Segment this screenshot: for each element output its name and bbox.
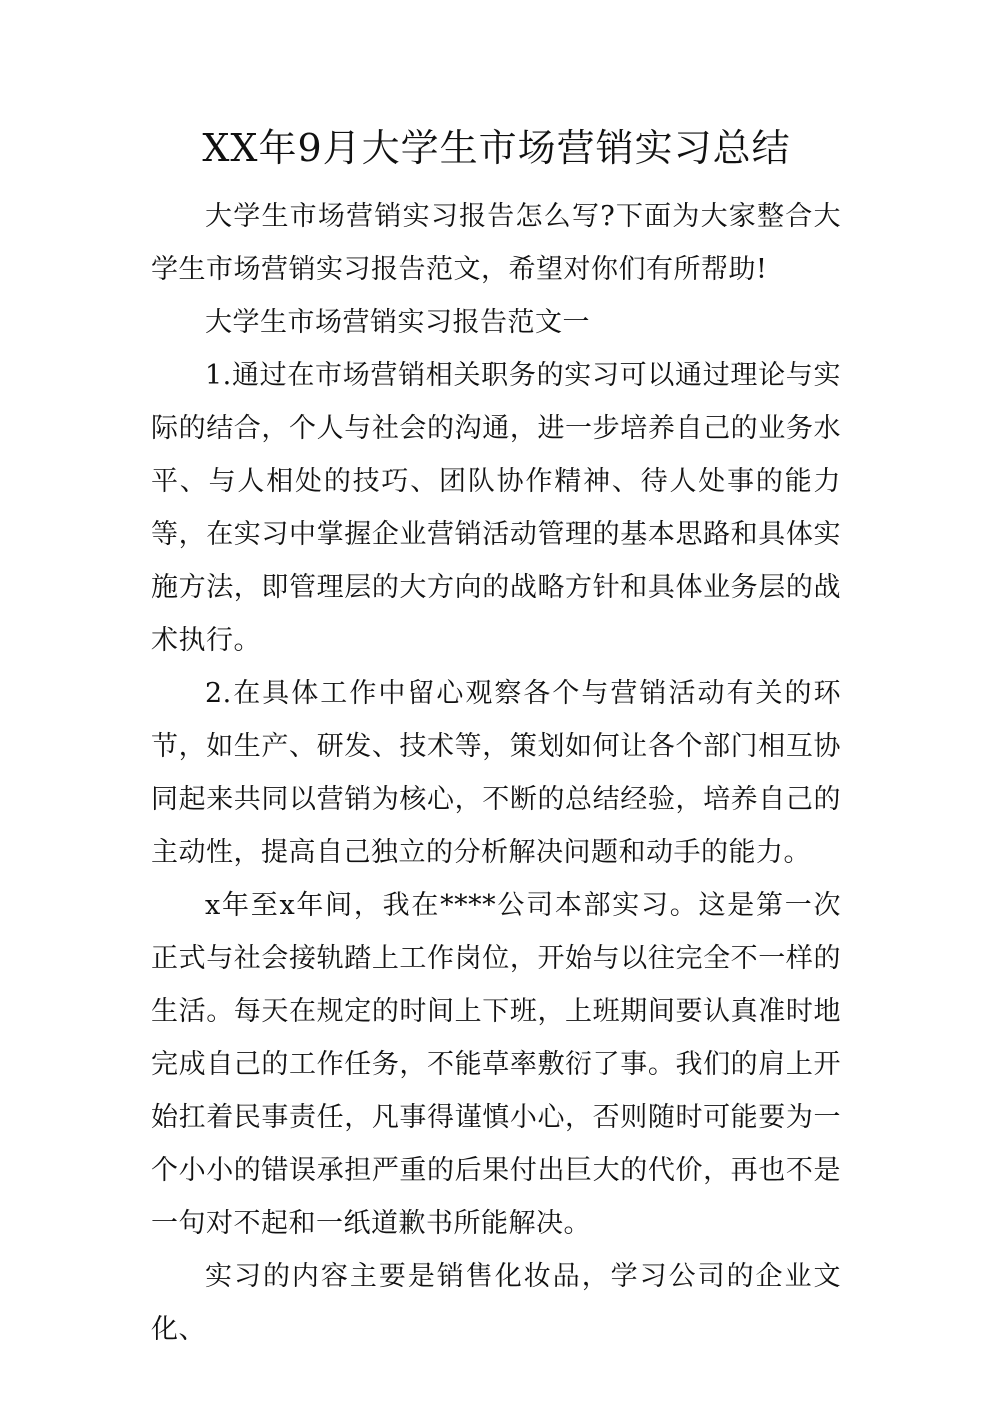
paragraph-internship: x年至x年间，我在****公司本部实习。这是第一次正式与社会接轨踏上工作岗位，开始与以往完全不一样的生活。每天在规定的时间上下班，上班期间要认真准时地完成自己的工作任务，不能草率敷衍了事。我们的肩上开始扛着民事责任，凡事得谨慎小心，否则随时可能要为一个小小的错误承担严重的后果付出巨大的代价，再也不是一句对不起和一纸道歉书所能解决。 xyxy=(151,890,841,1239)
page-title: XX年9月大学生市场营销实习总结 xyxy=(202,126,791,170)
paragraph-heading: 大学生市场营销实习报告范文一 xyxy=(205,307,590,338)
document-body xyxy=(151,190,841,1356)
paragraph-content: 实习的内容主要是销售化妆品，学习公司的企业文化、 xyxy=(151,1261,841,1345)
paragraph-point-2: 2.在具体工作中留心观察各个与营销活动有关的环节，如生产、研发、技术等，策划如何让各个部门相互协同起来共同以营销为核心，不断的总结经验，培养自己的主动性，提高自己独立的分析解决问题和动手的能力。 xyxy=(151,678,841,868)
paragraph-intro: 大学生市场营销实习报告怎么写?下面为大家整合大学生市场营销实习报告范文，希望对你们有所帮助! xyxy=(151,201,841,285)
paragraph-point-1: 1.通过在市场营销相关职务的实习可以通过理论与实际的结合，个人与社会的沟通，进一步培养自己的业务水平、与人相处的技巧、团队协作精神、待人处事的能力等，在实习中掌握企业营销活动管理的基本思路和具体实施方法，即管理层的大方向的战略方针和具体业务层的战术执行。 xyxy=(151,360,841,656)
